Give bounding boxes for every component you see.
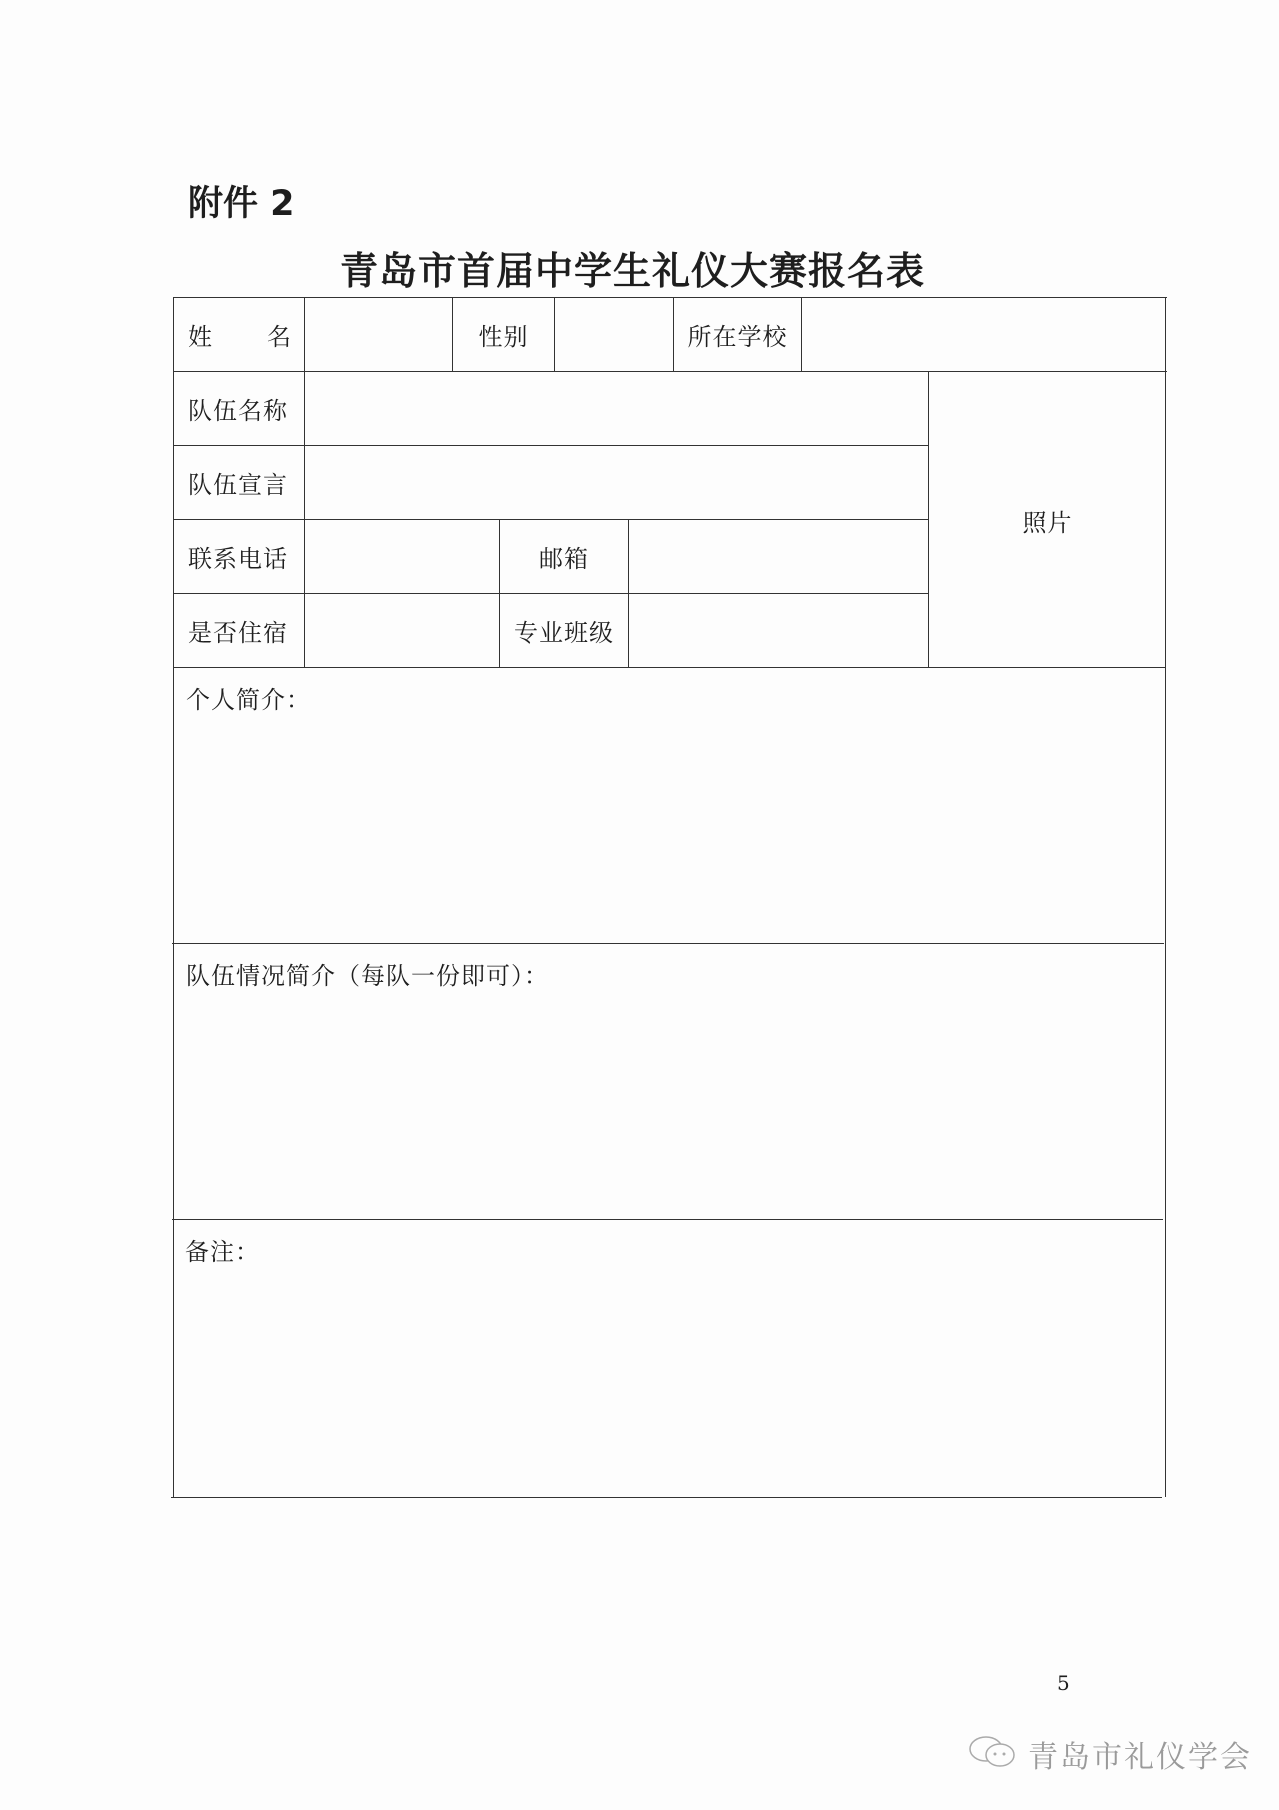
table-border-left — [173, 297, 174, 1497]
gender-label: 性别 — [478, 322, 529, 351]
row-divider — [173, 667, 1166, 668]
row-divider — [174, 371, 1167, 372]
boarding-label: 是否住宿 — [188, 618, 288, 647]
email-field[interactable] — [630, 521, 926, 592]
col-divider — [801, 297, 802, 371]
table-border-right — [1165, 297, 1166, 1497]
remarks-field[interactable] — [175, 1268, 1161, 1494]
team-name-label: 队伍名称 — [188, 396, 288, 425]
name-label-char-2: 名 — [267, 322, 292, 351]
table-border-top — [174, 297, 1167, 298]
team-name-field[interactable] — [306, 373, 926, 444]
row-divider — [172, 1219, 1163, 1220]
name-label-char-1: 姓 — [188, 322, 213, 351]
table-border-bottom — [171, 1497, 1162, 1498]
name-field[interactable] — [306, 299, 451, 370]
major-class-field[interactable] — [630, 595, 926, 666]
watermark — [968, 1732, 1252, 1776]
name-label — [188, 297, 292, 371]
remarks-label: 备注： — [185, 1238, 260, 1266]
col-divider — [304, 297, 305, 667]
photo-col-divider — [928, 371, 929, 667]
col-divider — [554, 297, 555, 371]
boarding-field[interactable] — [306, 595, 498, 666]
major-class-label: 专业班级 — [514, 618, 614, 647]
team-intro-field[interactable] — [176, 992, 1162, 1216]
photo-box[interactable] — [930, 373, 1165, 667]
school-label: 所在学校 — [687, 322, 788, 351]
personal-intro-label: 个人简介： — [186, 686, 311, 714]
col-divider — [628, 519, 629, 667]
school-field[interactable] — [803, 299, 1163, 370]
gender-field[interactable] — [556, 299, 672, 370]
row-divider — [172, 943, 1164, 944]
phone-label: 联系电话 — [188, 544, 288, 573]
team-motto-field[interactable] — [306, 447, 926, 518]
form-title: 青岛市首届中学生礼仪大赛报名表 — [340, 249, 926, 293]
personal-intro-field[interactable] — [176, 715, 1162, 940]
team-motto-label: 队伍宣言 — [188, 470, 288, 499]
phone-field[interactable] — [306, 521, 498, 592]
photo-label: 照片 — [1022, 508, 1073, 537]
wechat-icon — [968, 1734, 1020, 1774]
page-number: 5 — [1057, 1671, 1070, 1695]
watermark-text: 青岛市礼仪学会 — [1028, 1740, 1252, 1775]
team-intro-label: 队伍情况简介（每队一份即可）： — [186, 962, 549, 990]
email-label: 邮箱 — [539, 544, 589, 573]
attachment-label: 附件 2 — [188, 184, 295, 224]
